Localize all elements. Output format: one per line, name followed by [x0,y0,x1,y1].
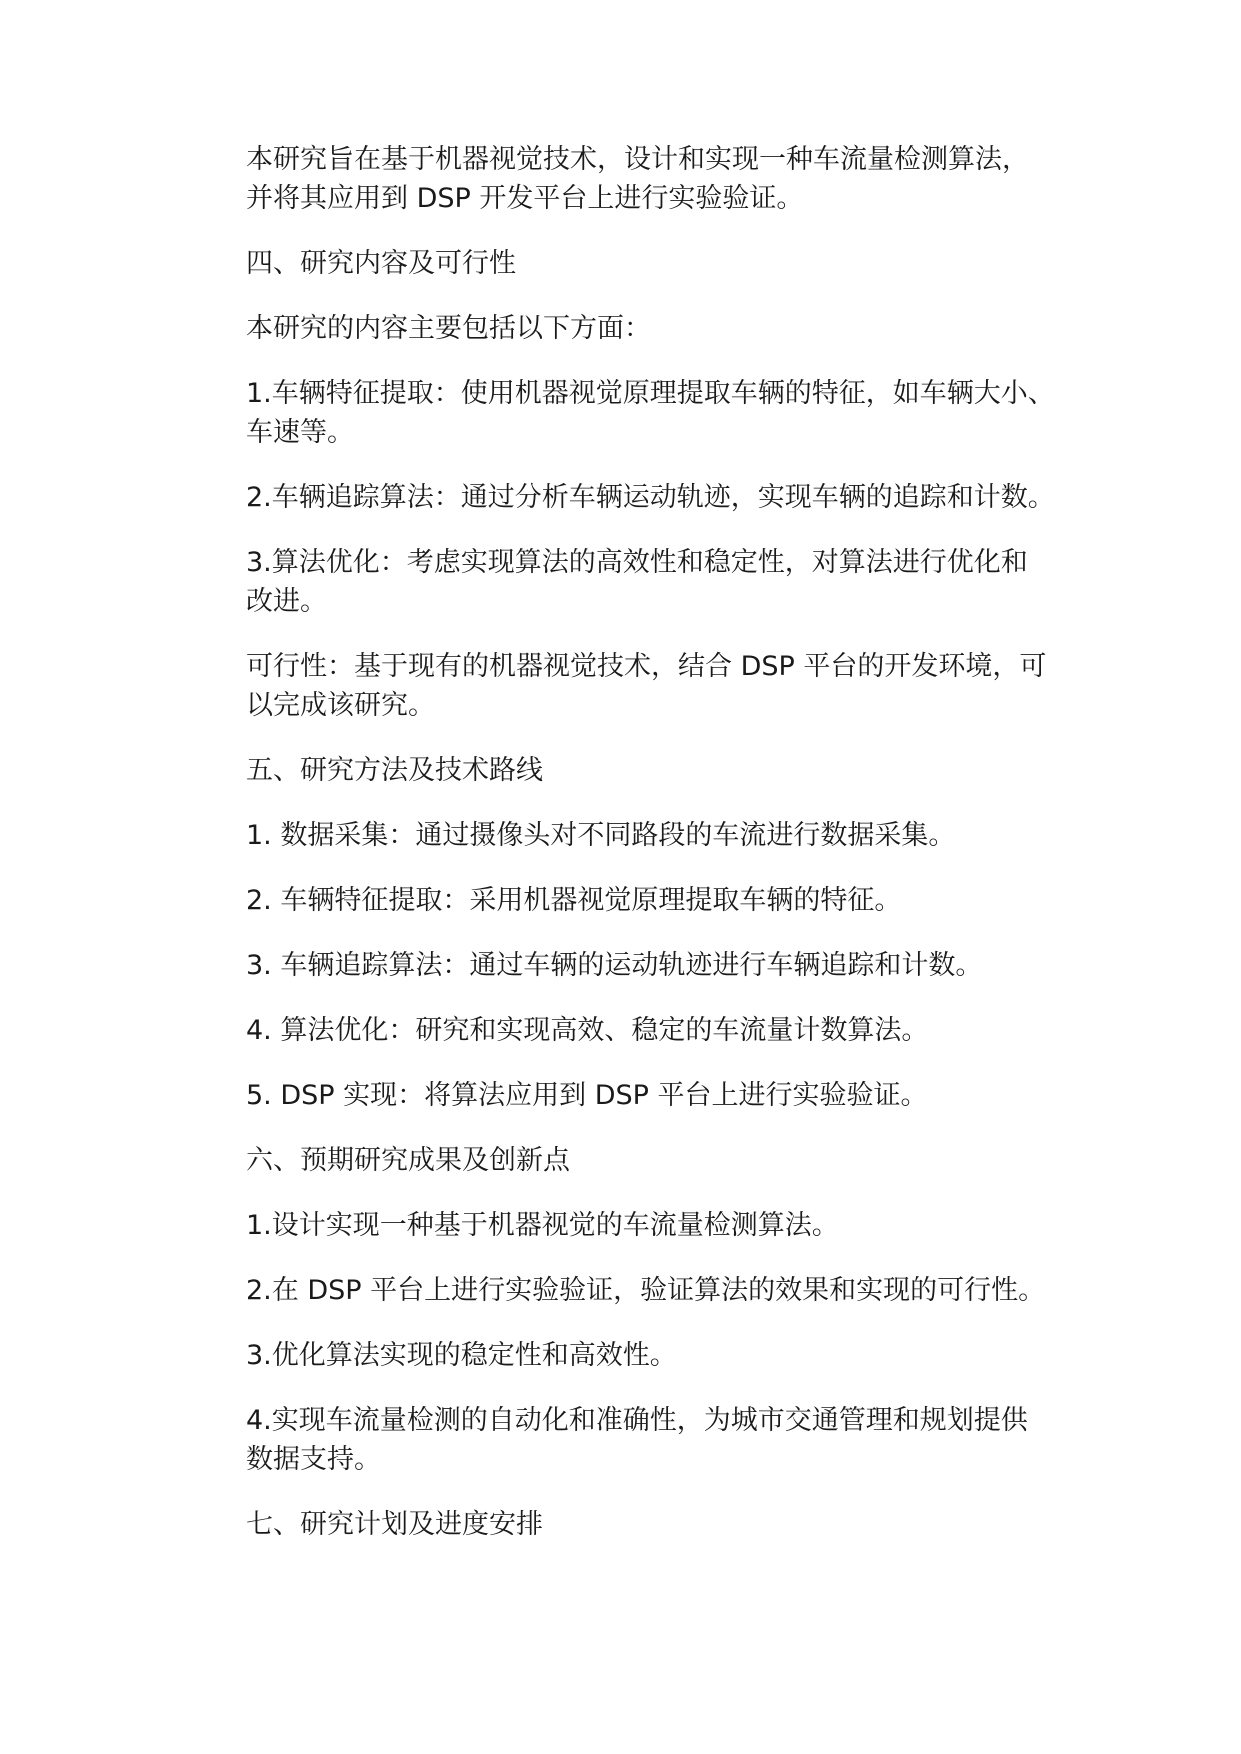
heading-text: 五、研究方法及技术路线 [246,755,543,786]
list-item-tracking [188,478,1078,517]
section-heading-4 [188,244,1078,283]
heading-text: 四、研究内容及可行性 [246,248,516,279]
text-line: 可行性：基于现有的机器视觉技术，结合 DSP 平台的开发环境，可 [246,651,1047,682]
text-line: 2.在 DSP 平台上进行实验验证，验证算法的效果和实现的可行性。 [246,1275,1046,1306]
text-line: 2.车辆追踪算法：通过分析车辆运动轨迹，实现车辆的追踪和计数。 [246,482,1055,513]
text-line: 1.设计实现一种基于机器视觉的车流量检测算法。 [246,1210,839,1241]
text-line: 以完成该研究。 [246,690,435,721]
outcome-item-3 [188,1336,1078,1375]
outcome-item-4 [188,1401,1078,1479]
heading-text: 六、预期研究成果及创新点 [246,1145,570,1176]
section-heading-5 [188,751,1078,790]
text-line: 3.优化算法实现的稳定性和高效性。 [246,1340,677,1371]
text-line: 1. 数据采集：通过摄像头对不同路段的车流进行数据采集。 [246,820,956,851]
outcome-item-2 [188,1271,1078,1310]
text-line: 4.实现车流量检测的自动化和准确性，为城市交通管理和规划提供 [246,1405,1028,1436]
text-line: 数据支持。 [246,1444,381,1475]
method-item-tracking [188,946,1078,985]
paragraph-content-lead [188,309,1078,348]
section-heading-7 [188,1505,1078,1544]
text-line: 本研究的内容主要包括以下方面： [246,313,651,344]
paragraph-intro [188,140,1078,218]
text-line: 本研究旨在基于机器视觉技术，设计和实现一种车流量检测算法， [246,144,1029,175]
document-body [188,140,1078,1570]
text-line: 并将其应用到 DSP 开发平台上进行实验验证。 [246,183,804,214]
paragraph-feasibility [188,647,1078,725]
method-item-data-collection [188,816,1078,855]
list-item-feature-extraction [188,374,1078,452]
method-item-dsp [188,1076,1078,1115]
text-line: 5. DSP 实现：将算法应用到 DSP 平台上进行实验验证。 [246,1080,928,1111]
text-line: 1.车辆特征提取：使用机器视觉原理提取车辆的特征，如车辆大小、 [246,378,1055,409]
text-line: 车速等。 [246,417,354,448]
text-line: 改进。 [246,586,327,617]
method-item-feature-extraction [188,881,1078,920]
outcome-item-1 [188,1206,1078,1245]
text-line: 3.算法优化：考虑实现算法的高效性和稳定性，对算法进行优化和 [246,547,1028,578]
text-line: 4. 算法优化：研究和实现高效、稳定的车流量计数算法。 [246,1015,929,1046]
text-line: 3. 车辆追踪算法：通过车辆的运动轨迹进行车辆追踪和计数。 [246,950,983,981]
section-heading-6 [188,1141,1078,1180]
list-item-optimization [188,543,1078,621]
text-line: 2. 车辆特征提取：采用机器视觉原理提取车辆的特征。 [246,885,902,916]
heading-text: 七、研究计划及进度安排 [246,1509,543,1540]
method-item-optimization [188,1011,1078,1050]
